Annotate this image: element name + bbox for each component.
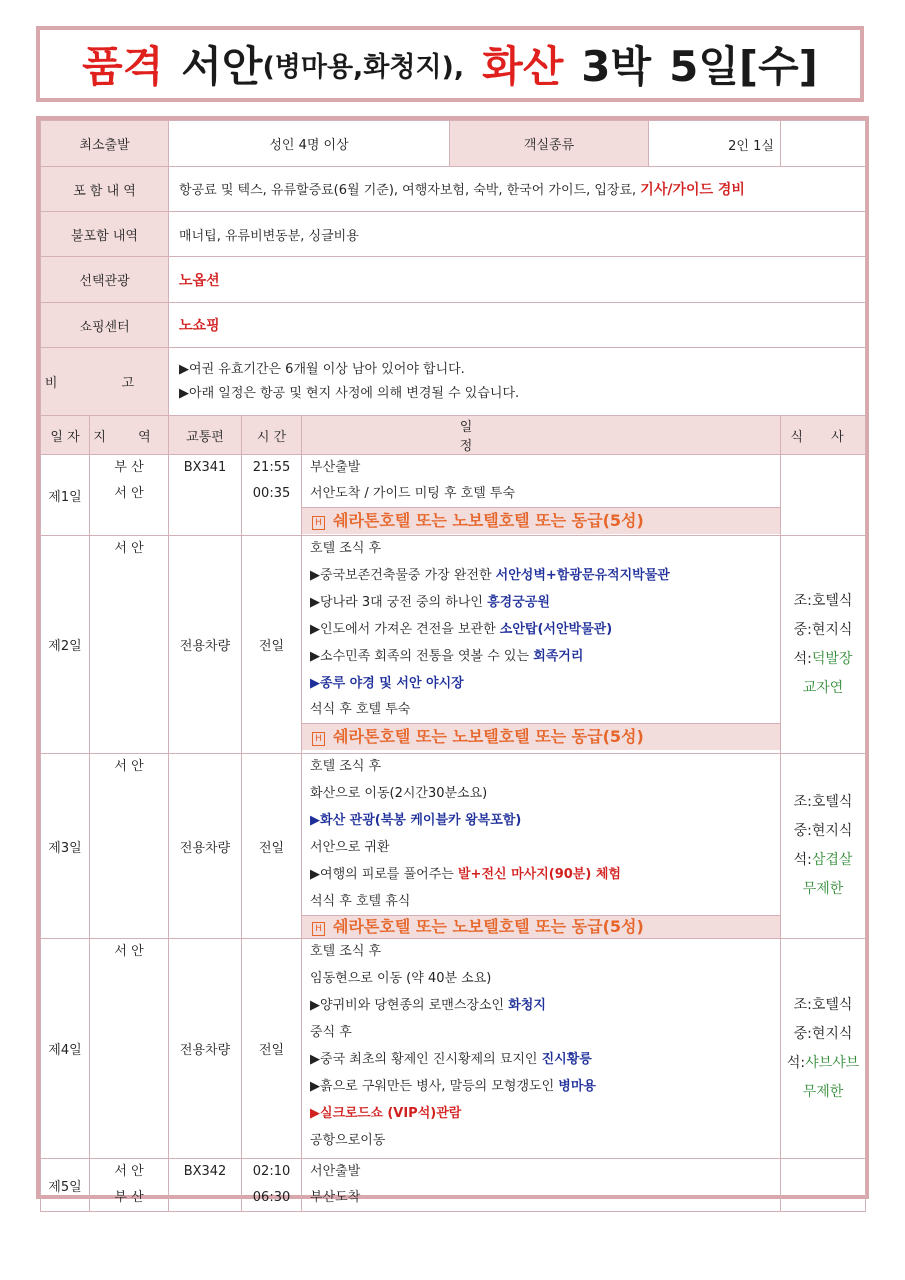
- meal-cell: 조:호텔식 중:현지식 석:삼겹살 무제한: [781, 754, 866, 939]
- schedule-line: ▶소수민족 회족의 전통을 엿볼 수 있는 회족거리: [310, 649, 584, 664]
- note-line-2: ▶아래 일정은 항공 및 현지 사정에 의해 변경될 수 있습니다.: [179, 385, 520, 401]
- schedule-line: ▶실크로드쇼 (VIP석)관람: [310, 1106, 462, 1121]
- row-include: [41, 167, 866, 212]
- exclude-label: 불포함 내역: [41, 212, 169, 257]
- hotel-icon: H: [312, 732, 325, 746]
- header-schedule: 일 정: [302, 416, 781, 455]
- schedule-line: ▶흙으로 구워만든 병사, 말등의 모형갱도인 병마용: [310, 1079, 596, 1094]
- transport: 전용차량: [169, 754, 242, 939]
- itinerary-frame: [36, 116, 869, 1205]
- hotel-line: [302, 723, 780, 750]
- region: 서 안: [114, 759, 144, 774]
- region: 서 안: [114, 541, 144, 556]
- schedule-line: 중식 후: [310, 1025, 352, 1040]
- room-type-label: 객실종류: [450, 121, 649, 166]
- day-label: 제4일: [41, 939, 90, 1159]
- transport: 전용차량: [169, 939, 242, 1159]
- day-label: 제3일: [41, 754, 90, 939]
- include-label: 포 함 내 역: [41, 167, 169, 212]
- schedule-line: 화산으로 이동(2시간30분소요): [310, 786, 488, 801]
- option-label: 선택관광: [41, 257, 169, 303]
- time-arrive: 00:35: [252, 486, 291, 501]
- schedule-line: 호텔 조식 후: [310, 944, 382, 959]
- include-highlight: 기사/가이드 경비: [640, 182, 745, 198]
- schedule-line: 서안출발: [310, 1164, 361, 1179]
- schedule-line: ▶당나라 3대 궁전 중의 하나인 흥경궁공원: [310, 595, 550, 610]
- schedule-line: ▶화산 관광(북봉 케이블카 왕복포함): [310, 813, 522, 828]
- row-notes: [41, 348, 866, 416]
- schedule-line: ▶종루 야경 및 서안 야시장: [310, 676, 464, 691]
- time: 전일: [242, 754, 302, 939]
- note-line-1: ▶여권 유효기간은 6개월 이상 남아 있어야 합니다.: [179, 361, 465, 377]
- schedule-line: ▶중국 최초의 황제인 진시황제의 묘지인 진시황릉: [310, 1052, 592, 1067]
- day-row-4: [41, 939, 866, 1159]
- hotel-icon: H: [312, 516, 325, 530]
- transport: 전용차량: [169, 536, 242, 754]
- title-part-nights: 3박: [581, 42, 652, 91]
- exclude-value: 매너팁, 유류비변동분, 싱글비용: [169, 212, 866, 257]
- meal-cell: 조:호텔식 중:현지식 석:덕발장 교자연: [781, 536, 866, 754]
- min-depart-label: 최소출발: [41, 121, 169, 167]
- header-meal: 식 사: [781, 416, 866, 455]
- schedule-line: ▶양귀비와 당현종의 로맨스장소인 화청지: [310, 998, 546, 1013]
- meal-cell: 조:호텔식 중:현지식 석:샤브샤브 무제한: [781, 939, 866, 1159]
- hotel-icon: H: [312, 922, 325, 936]
- schedule-line: 서안으로 귀환: [310, 840, 390, 855]
- shopping-value: 노쇼핑: [169, 303, 866, 348]
- day-label: 제1일: [41, 455, 90, 536]
- hotel-line: [302, 507, 780, 534]
- title-part-premium: 품격: [82, 42, 164, 91]
- day-row-1: [41, 455, 866, 536]
- day-label: 제5일: [41, 1159, 90, 1212]
- time-depart: 21:55: [252, 460, 291, 475]
- header-region: 지 역: [90, 416, 169, 455]
- row-min-depart: [41, 121, 866, 167]
- day-row-3: [41, 754, 866, 939]
- hotel-text: 쉐라톤호텔 또는 노보텔호텔 또는 동급(5성): [333, 511, 644, 530]
- meal-cell: [781, 455, 866, 536]
- row-exclude: [41, 212, 866, 257]
- hotel-text: 쉐라톤호텔 또는 노보텔호텔 또는 동급(5성): [333, 917, 644, 936]
- schedule-line: ▶인도에서 가져온 견전을 보관한 소안탑(서안박물관): [310, 622, 613, 637]
- itinerary-table: [40, 120, 866, 1212]
- flight-number: BX342: [183, 1164, 227, 1179]
- header-time: 시 간: [242, 416, 302, 455]
- schedule-line: 호텔 조식 후: [310, 541, 382, 556]
- room-type-value: 2인 1실: [781, 121, 866, 167]
- title-part-sites: (병마용,화청지),: [262, 51, 465, 83]
- meal-cell: [781, 1159, 866, 1212]
- min-depart-value: 성인 4명 이상: [169, 121, 450, 166]
- title-part-xian: 서안: [181, 42, 263, 91]
- schedule-line: 부산도착: [310, 1190, 361, 1205]
- time-arrive: 06:30: [252, 1190, 291, 1205]
- row-shopping: [41, 303, 866, 348]
- day-row-5: [41, 1159, 866, 1212]
- notes-label: 비 고: [41, 348, 169, 416]
- shopping-label: 쇼핑센터: [41, 303, 169, 348]
- schedule-line: ▶중국보존건축물중 가장 완전한 서안성벽+함광문유적지박물관: [310, 568, 670, 583]
- title-banner: [36, 26, 864, 102]
- schedule-header: [41, 416, 866, 455]
- schedule-line: 공항으로이동: [310, 1133, 386, 1148]
- region-arrive: 서 안: [114, 486, 144, 501]
- region: 서 안: [114, 944, 144, 959]
- schedule-line: 부산출발: [310, 460, 361, 475]
- schedule-line: 임동현으로 이동 (약 40분 소요): [310, 971, 492, 986]
- hotel-line: [302, 915, 780, 938]
- hotel-text: 쉐라톤호텔 또는 노보텔호텔 또는 동급(5성): [333, 727, 644, 746]
- include-value: 항공료 및 텍스, 유류할증료(6월 기준), 여행자보험, 숙박, 한국어 가이드, 입장료,: [179, 183, 637, 198]
- title-part-huashan: 화산: [482, 42, 564, 91]
- schedule-line: ▶여행의 피로를 풀어주는 발+전신 마사지(90분) 체험: [310, 867, 621, 882]
- schedule-line: 석식 후 호텔 휴식: [310, 894, 411, 909]
- flight-number: BX341: [183, 460, 227, 475]
- time-depart: 02:10: [252, 1164, 291, 1179]
- region-depart: 서 안: [114, 1164, 144, 1179]
- region-depart: 부 산: [114, 460, 144, 475]
- schedule-line: 서안도착 / 가이드 미팅 후 호텔 투숙: [310, 486, 516, 501]
- time: 전일: [242, 536, 302, 754]
- day-row-2: [41, 536, 866, 754]
- option-value: 노옵션: [169, 257, 866, 303]
- day-label: 제2일: [41, 536, 90, 754]
- region-arrive: 부 산: [114, 1190, 144, 1205]
- schedule-line: 호텔 조식 후: [310, 759, 382, 774]
- title-part-days: 5일[수]: [669, 42, 818, 91]
- header-transport: 교통편: [169, 416, 242, 455]
- header-day: 일 자: [41, 416, 90, 455]
- row-option: [41, 257, 866, 303]
- time: 전일: [242, 939, 302, 1159]
- schedule-line: 석식 후 호텔 투숙: [310, 702, 411, 717]
